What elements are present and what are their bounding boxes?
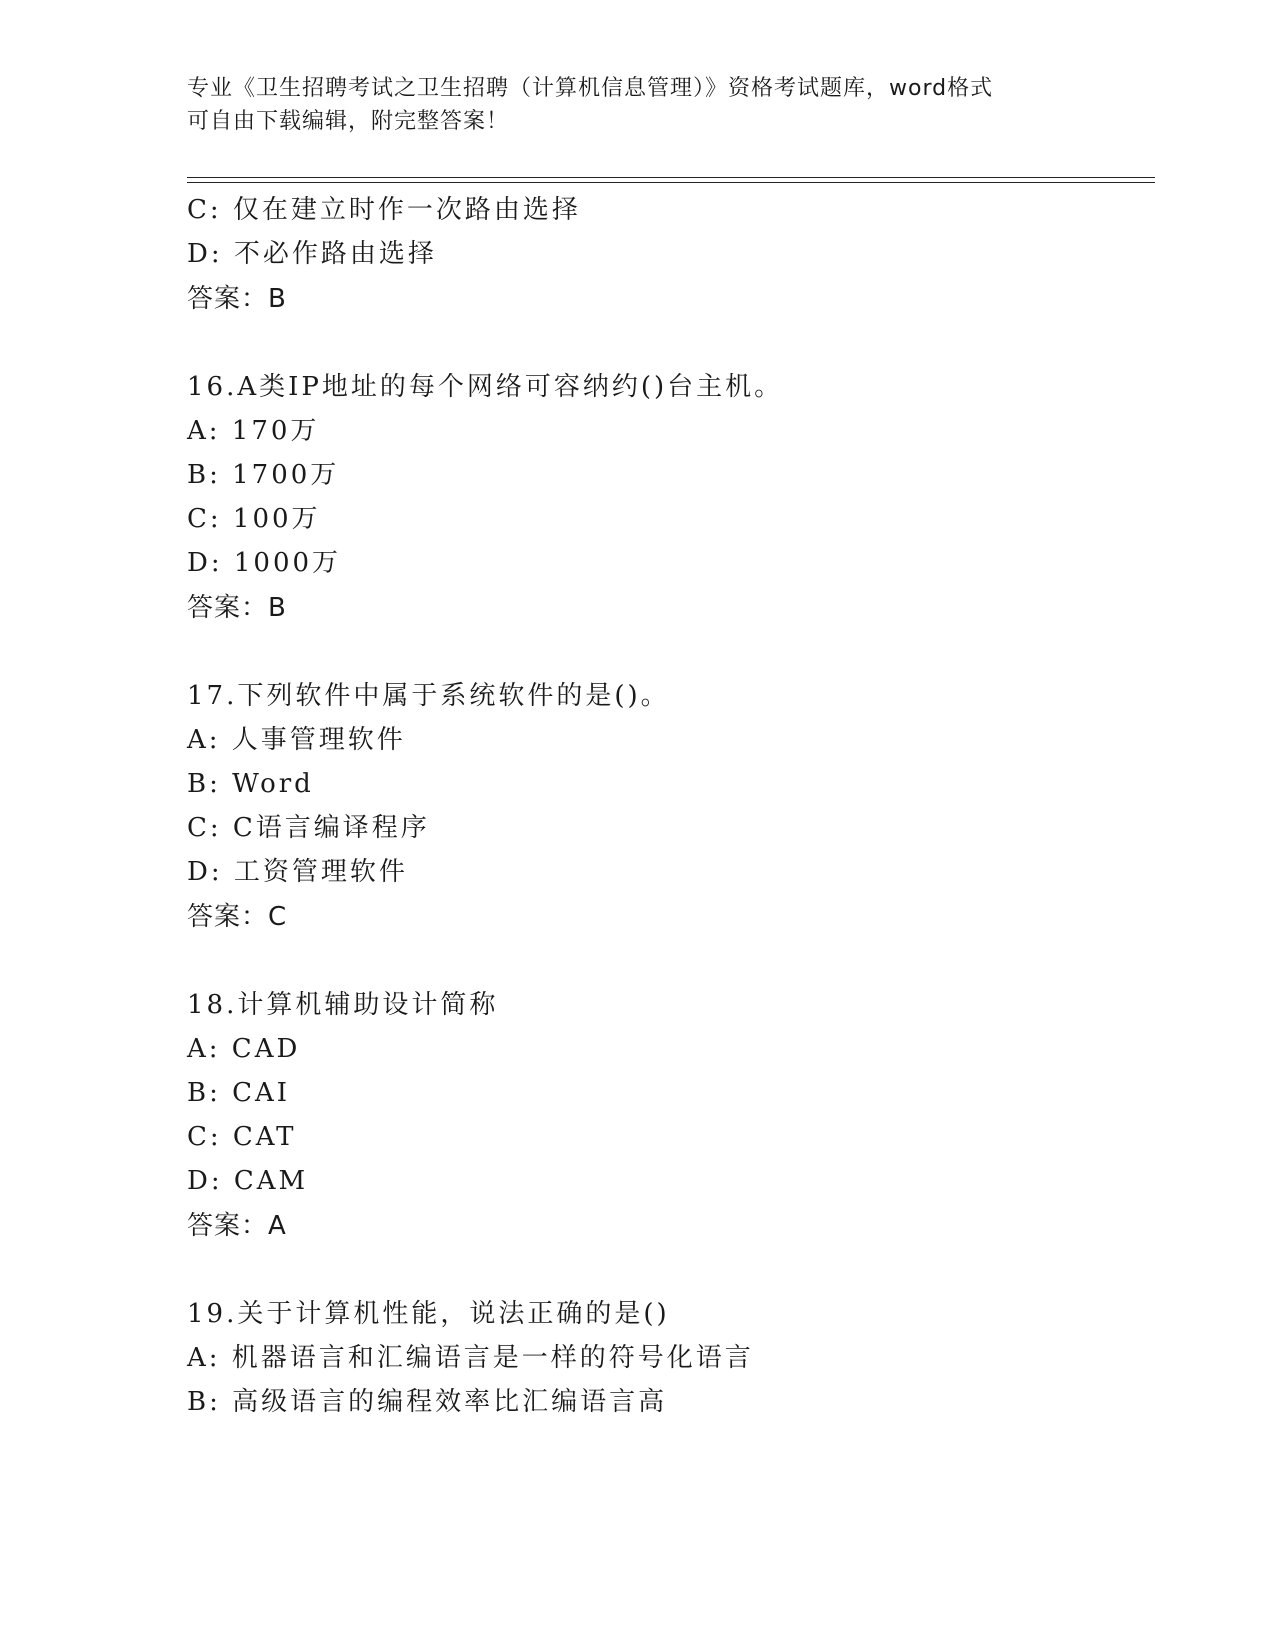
option-d: D: 不必作路由选择: [187, 239, 437, 269]
q16-option-d: D: 1000万: [187, 548, 342, 578]
q17-option-d: D: 工资管理软件: [187, 857, 408, 887]
document-header: [187, 72, 1087, 138]
q18-option-d: D: CAM: [187, 1166, 309, 1196]
q16-option-c: C: 100万: [187, 504, 321, 534]
question-19: 19.关于计算机性能，说法正确的是(): [187, 1299, 670, 1329]
q17-answer: 答案：C: [187, 902, 288, 932]
header-divider-bottom: [187, 182, 1155, 183]
q16-option-b: B: 1700万: [187, 460, 340, 490]
q18-option-b: B: CAI: [187, 1078, 291, 1108]
q16-option-a: A: 170万: [187, 416, 320, 446]
q17-option-b: B: Word: [187, 769, 314, 799]
header-line-1: 专业《卫生招聘考试之卫生招聘（计算机信息管理）》资格考试题库，word格式: [187, 76, 994, 101]
question-17: 17.下列软件中属于系统软件的是()。: [187, 681, 670, 711]
q17-option-a: A: 人事管理软件: [187, 725, 406, 755]
header-divider-top: [187, 177, 1155, 178]
q18-option-a: A: CAD: [187, 1034, 301, 1064]
q19-option-b: B: 高级语言的编程效率比汇编语言高: [187, 1387, 668, 1417]
question-16: 16.A类IP地址的每个网络可容纳约()台主机。: [187, 372, 784, 402]
q16-answer: 答案：B: [187, 593, 287, 623]
option-c: C: 仅在建立时作一次路由选择: [187, 195, 581, 225]
q17-option-c: C: C语言编译程序: [187, 813, 430, 843]
answer-label: 答案：B: [187, 284, 287, 314]
q18-answer: 答案：A: [187, 1211, 287, 1241]
q18-option-c: C: CAT: [187, 1122, 297, 1152]
q19-option-a: A: 机器语言和汇编语言是一样的符号化语言: [187, 1343, 754, 1373]
header-line-2: 可自由下载编辑，附完整答案！: [187, 109, 510, 134]
question-18: 18.计算机辅助设计简称: [187, 990, 499, 1020]
